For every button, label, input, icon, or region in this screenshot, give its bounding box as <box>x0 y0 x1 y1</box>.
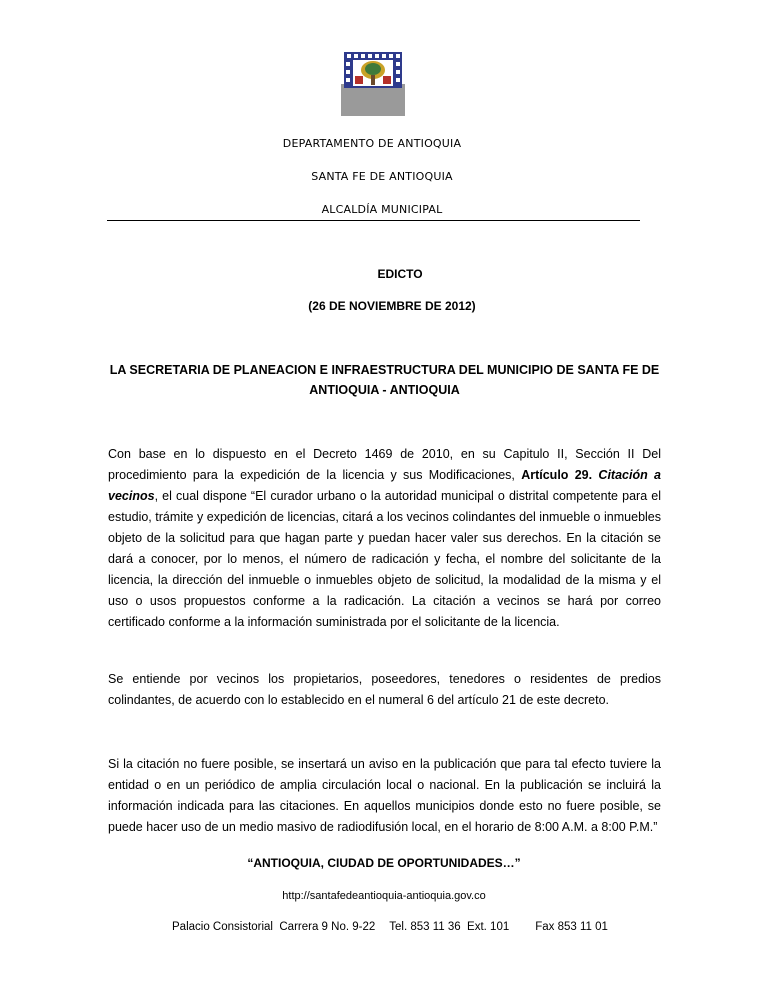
footer-contact <box>172 921 608 933</box>
document-title: EDICTO <box>377 267 423 281</box>
p1-rest: , el cual dispone “El curador urbano o la autoridad municipal o distrital competente para el estudio, trámite y expedición de licencias, citará a los vecinos colindantes del inmueble o inmuebles objeto de la solicitud para que hagan parte y puedan hacer valer sus derechos. En la citación se dará a conocer, por lo menos, el número de radicación y fecha, el nombre del solicitante de la licencia, la dirección del inmueble o inmuebles objeto de solicitud, la modalidad de la misma y el uso o usos propuestos conforme a la radicación. La citación a vecinos se hará por correo certificado conforme a la información suministrada por el solicitante de la licencia. <box>108 489 661 629</box>
paragraph-legal-basis <box>108 444 661 633</box>
footer-address: Palacio Consistorial Carrera 9 No. 9-22 <box>172 921 376 933</box>
paragraph-neighbors-definition: Se entiende por vecinos los propietarios, poseedores, tenedores o residentes de predios colindantes, de acuerdo con lo establecido en el numeral 6 del artículo 21 de este decreto. <box>108 672 661 707</box>
article-reference: Artículo 29. <box>521 468 593 482</box>
article-title: Citación a vecinos <box>108 468 661 503</box>
p1-intro: Con base en lo dispuesto en el Decreto 1469 de 2010, en su Capitulo II, Sección II Del procedimiento para la expedición de la licencia y sus Modificaciones, <box>108 447 661 482</box>
footer-slogan: “ANTIOQUIA, CIUDAD DE OPORTUNIDADES…” <box>247 856 521 870</box>
office-name: ALCALDÍA MUNICIPAL <box>321 203 443 216</box>
municipality-name: SANTA FE DE ANTIOQUIA <box>311 170 453 183</box>
department-name: DEPARTAMENTO DE ANTIOQUIA <box>282 137 462 150</box>
header-divider <box>107 220 640 221</box>
document-date: (26 DE NOVIEMBRE DE 2012) <box>308 299 476 313</box>
footer-fax: Fax 853 11 01 <box>535 921 608 933</box>
footer-website[interactable]: http://santafedeantioquia-antioquia.gov.co <box>282 890 486 902</box>
footer-phone: Tel. 853 11 36 Ext. 101 <box>389 921 510 933</box>
coat-of-arms-logo <box>341 50 405 116</box>
paragraph-publication-notice: Si la citación no fuere posible, se insertará un aviso en la publicación que para tal efecto tuviere la entidad o en un periódico de amplia circulación local o nacional. En la publicación se incluirá la información indicada para las citaciones. En aquellos municipios donde esto no fuere posible, se puede hacer uso de un medio masivo de radiodifusión local, en el horario de 8:00 A.M. a 8:00 P.M.” <box>108 757 661 834</box>
issuing-authority: LA SECRETARIA DE PLANEACION E INFRAESTRUCTURA DEL MUNICIPIO DE SANTA FE DE ANTIOQUIA - ANTIOQUIA <box>109 363 660 397</box>
